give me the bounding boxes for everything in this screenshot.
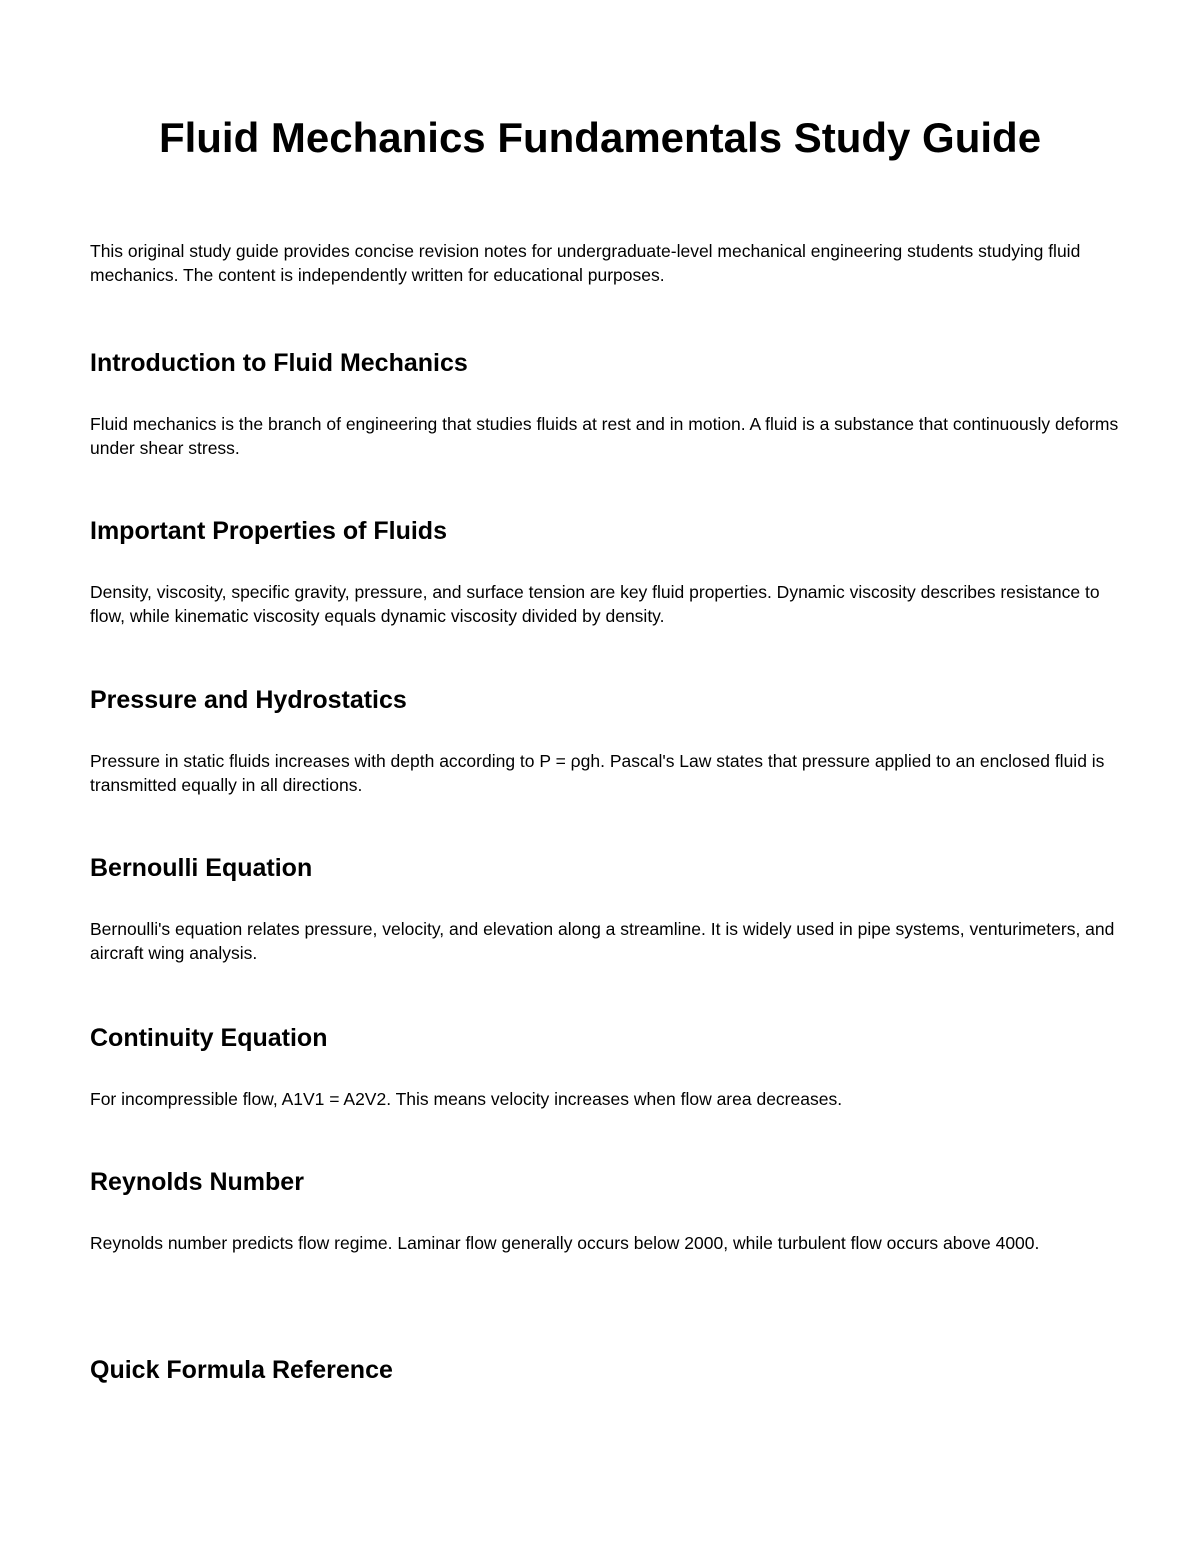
section-quick-formula-reference xyxy=(90,1354,1120,1386)
intro-paragraph: This original study guide provides concise revision notes for undergraduate-level mechanical engineering students studying fluid mechanics. The content is independently written for educational purposes. xyxy=(90,241,1081,285)
section-continuity-equation xyxy=(90,1022,1120,1109)
section-heading: Bernoulli Equation xyxy=(90,854,313,882)
section-pressure-hydrostatics xyxy=(90,684,1120,795)
section-heading: Important Properties of Fluids xyxy=(90,517,447,545)
section-body: Density, viscosity, specific gravity, pressure, and surface tension are key fluid properties. Dynamic viscosity describes resistance to flow, while kinematic viscosity equals dynamic viscosity divided by density. xyxy=(90,582,1100,626)
section-bernoulli-equation xyxy=(90,852,1120,963)
section-reynolds-number xyxy=(90,1166,1120,1253)
section-body: Fluid mechanics is the branch of engineering that studies fluids at rest and in motion. A fluid is a substance that continuously deforms under shear stress. xyxy=(90,414,1119,458)
section-fluid-properties xyxy=(90,515,1120,626)
section-body: Pressure in static fluids increases with depth according to P = ρgh. Pascal's Law states that pressure applied to an enclosed fluid is transmitted equally in all directions. xyxy=(90,751,1105,795)
page-title: Fluid Mechanics Fundamentals Study Guide xyxy=(158,114,1042,161)
section-heading: Continuity Equation xyxy=(90,1024,328,1052)
section-body: For incompressible flow, A1V1 = A2V2. This means velocity increases when flow area decreases. xyxy=(90,1089,843,1109)
section-heading: Quick Formula Reference xyxy=(90,1356,393,1384)
section-heading: Introduction to Fluid Mechanics xyxy=(90,349,468,377)
section-body: Bernoulli's equation relates pressure, velocity, and elevation along a streamline. It is widely used in pipe systems, venturimeters, and aircraft wing analysis. xyxy=(90,919,1115,963)
section-body: Reynolds number predicts flow regime. Laminar flow generally occurs below 2000, while turbulent flow occurs above 4000. xyxy=(90,1233,1040,1253)
section-introduction xyxy=(90,347,1120,458)
section-heading: Reynolds Number xyxy=(90,1168,304,1196)
section-heading: Pressure and Hydrostatics xyxy=(90,686,407,714)
